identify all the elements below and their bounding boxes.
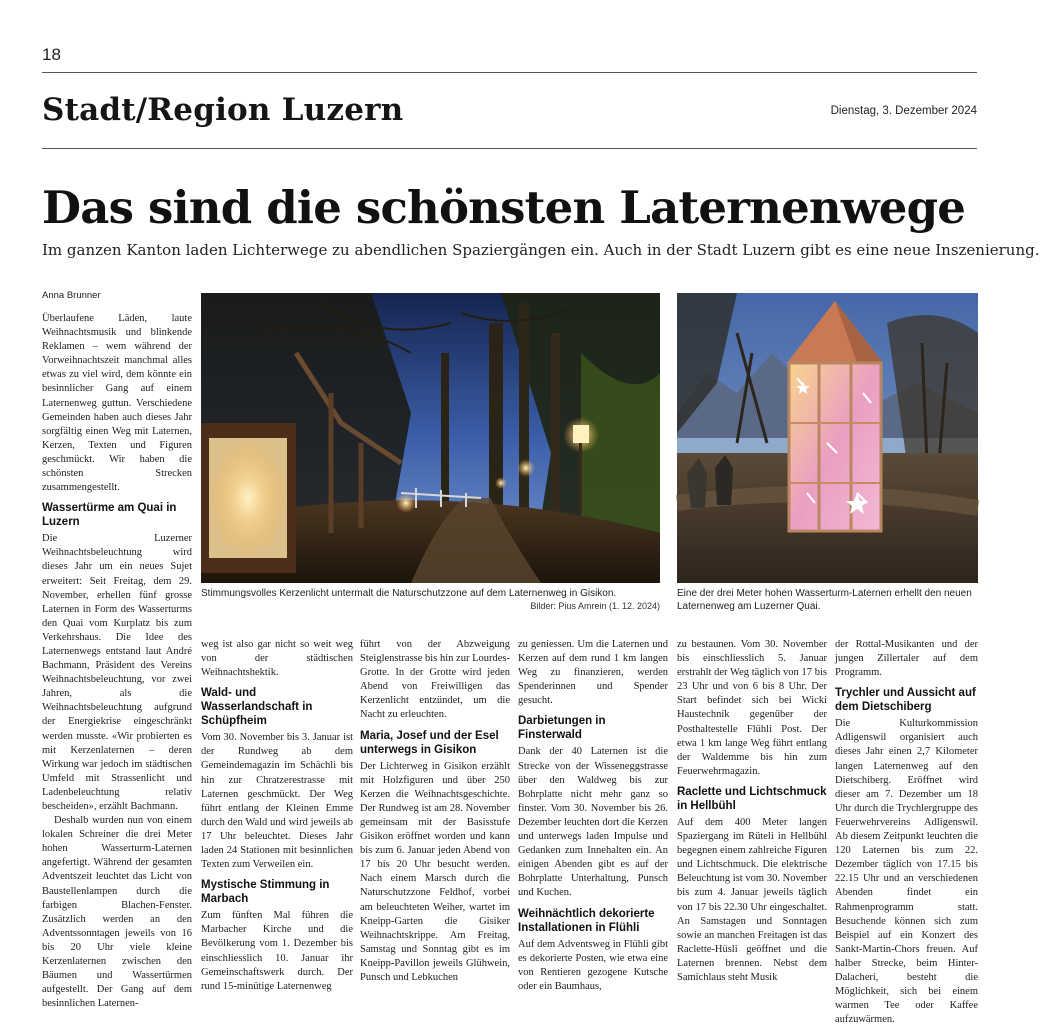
photo-credit: Bilder: Pius Amrein (1. 12. 2024)	[530, 601, 660, 611]
subheading-luzern: Wassertürme am Quai in Luzern	[42, 502, 177, 529]
subheading-marbach: Mystische Stimmung in Marbach	[201, 879, 330, 906]
article-headline: Das sind die schönsten Laternenwege	[42, 181, 966, 234]
subheading-schuepfheim: Wald- und Wasserlandschaft in Schüpfheim	[201, 687, 313, 728]
photo-caption-1: Stimmungsvolles Kerzenlicht untermalt die Naturschutzzone auf dem Laternenweg in Gisikon.	[201, 588, 617, 599]
photo-caption-2: Eine der drei Meter hohen Wasserturm-Laternen erhellt den neuen Laternenweg am Luzerner Quai.	[677, 588, 972, 612]
subheading-dietschiberg: Trychler und Aussicht auf dem Dietschiberg	[835, 687, 976, 714]
paragraph: zu geniessen. Um die Laternen und Kerzen auf dem rund 1 km langen Weg zu finanzieren, werden Spenderinnen und Spender gesucht.	[518, 639, 668, 707]
article-column-6	[835, 638, 978, 1027]
paragraph: Die Luzerner Weihnachtsbeleuchtung wird dieses Jahr um ein neues Sujet erweitert: Seit Freitag, dem 29. November, erhellen fünf grosse Laternen in Form des Wasserturms den Quai vom Kurplatz bis zum Verkehrshaus. Die Idee des Laternenwegs entstand laut André Bachmann, Präsident des Vereins Weihnachtsbeleuchtung, vor zwei Jahren, als die Weihnachtsbeleuchtung aufgrund der Energiekrise eingeschränkt werden musste. «Wir probierten es mit Kerzenlaternen – deren Wirkung war jedoch im städtischen Umfeld mit Strassenlicht und Ladenbeleuchtung relativ bescheiden», erzählt Bachmann.	[42, 533, 192, 812]
article-column-2	[201, 638, 353, 994]
paragraph: Der Lichterweg in Gisikon erzählt mit Holzfiguren und über 250 Kerzen die Weihnachtsgeschichte. Der Rundweg ist am 28. November gemeinsam mit der Basisstufe Gisikon eröffnet worden und kann bis zum 6. Januar jeden Abend von 17 bis 20 Uhr besucht werden. Nach einem Marsch durch die Naturschutzzone Feldhof, vorbei am beleuchteten Weiher, wartet im Kneipp-Garten die Gisiker Weihnachtskrippe. Am Freitag, Samstag und Sonntag gibt es im Kneipp-Pavillon jeweils Glühwein, Punsch und Lebkuchen	[360, 760, 510, 983]
article-column-3	[360, 638, 510, 985]
photo-quai-lantern	[677, 293, 978, 583]
paragraph: Zum fünften Mal führen die Marbacher Kirche und die Bevölkerung vom 1. Dezember bis einschliesslich 10. Januar ihr Gemeinschaftswerk durch. Der rund 15-minütige Laternenweg	[201, 910, 353, 992]
paragraph: Vom 30. November bis 3. Januar ist der Rundweg ab dem Gemeindemagazin im Schächli bis hin zur Chratzerestrasse mit Laternen geschmückt. Der Weg führt entlang der Kleinen Emme durch den Wald und wird jeweils ab 17 Uhr beleuchtet. Dieses Jahr laden 24 Stationen mit besinnlichen Texten zum Verweilen ein.	[201, 732, 353, 871]
paragraph: Dank der 40 Laternen ist die Strecke von der Wisseneggstrasse über den Waldweg bis zur Bohrplatte nicht mehr ganz so finster. Vom 30. November bis 26. Dezember leuchten dort die Kerzen und unterwegs laden Impulse und Gedanken zum Innehalten ein. An einigen Abenden gibt es auf der Bohrplatte Unterhaltung, Punsch und Kuchen.	[518, 746, 668, 899]
intro-paragraph: Überlaufene Läden, laute Weihnachtsmusik und blinkende Reklamen – wem während der Vorweihnachtszeit manchmal alles etwas zu viel wird, dem könnte ein besinnlicher Gang auf einem Laternenweg guttun. Verschiedene Gemeinden haben auch dieses Jahr sorgfältig einen Weg mit Laternen, Kerzen, Texten und Figuren geschmückt. Wir haben die schönsten Strecken zusammengestellt.	[42, 313, 192, 494]
section-rule	[42, 148, 977, 149]
subheading-fluehli: Weihnächtlich dekorierte Installationen in Flühli	[518, 907, 655, 934]
article-standfirst: Im ganzen Kanton laden Lichterwege zu abendlichen Spaziergängen ein. Auch in der Stadt Luzern gibt es eine neue Inszenierung.	[42, 241, 1040, 259]
paragraph: Auf dem 400 Meter langen Spaziergang im Rüteli in Hellbühl begegnen einem zahlreiche Figuren und Lichtschmuck. Die elektrische Beleuchtung ist vom 30. November bis zum 4. Januar jeweils täglich von 17 bis 22.30 Uhr eingeschaltet. An Samstagen und Sonntagen sowie an manchen Freitagen ist das Raclette-Hüsli geöffnet und die Laternen brennen. Nebst dem Samichlaus steht Musik	[677, 816, 827, 983]
article-column-1	[42, 312, 192, 1011]
paragraph: Deshalb wurden nun von einem lokalen Schreiner die drei Meter hohen Wasserturm-Laternen angefertigt. Während der gesamten Adventszeit leuchtet das Licht von Baustellenlampen durch die farbigen Blachen-Fenster. Zusätzlich werden an den Adventssonntagen jeweils von 16 bis 20 Uhr viele kleine Kerzenlaternen zwischen den Bäumen und Wassertürmen aufgestellt. Der Gang auf dem besinnlichen Laternen-	[42, 815, 192, 1010]
subheading-gisikon: Maria, Josef und der Esel unterwegs in Gisikon	[360, 729, 499, 756]
subheading-finsterwald: Darbietungen in Finsterwald	[518, 715, 606, 742]
paragraph: der Rottal-Musikanten und der jungen Zillertaler auf dem Programm.	[835, 639, 978, 679]
author-byline: Anna Brunner	[42, 290, 101, 301]
paragraph: Auf dem Adventsweg in Flühli gibt es dekorierte Posten, wie etwa eine von Rentieren gezogene Kutsche oder ein Baumhaus,	[518, 938, 668, 992]
paragraph: Die Kulturkommission Adligenswil organisiert auch dieses Jahr einen 2,7 Kilometer langen Laternenweg auf den Dietschiberg. Eröffnet wird dieser am 7. Dezember um 18 Uhr durch die Trychlergruppe des Feuerwehrvereins Adligenswil. Ab diesem Zeitpunkt leuchten die 120 Laternen bis zum 22. Dezember täglich von 17.15 bis 22.15 Uhr und an verschiedenen Abenden findet ein Rahmenprogramm statt. Besuchende können sich zum Beispiel auf ein Konzert des Sankt-Martin-Chors freuen. Auf halber Strecke, beim Hinter-Dalacheri, besteht die Möglichkeit, sich bei einem warmen Tee oder Kaffee aufzuwärmen.	[835, 718, 978, 1026]
paragraph: zu bestaunen. Vom 30. November bis einschliesslich 5. Januar erstrahlt der Weg täglich von 17 bis 23 Uhr und von 6 bis 8 Uhr. Der Start befindet sich bei Wicki Haustechnik gegenüber der Posthaltestelle Flühli Post. Der etwa 1 km lange Weg führt entlang der Waldemme bis hin zum Feuerwehrmagazin.	[677, 639, 827, 777]
issue-date: Dienstag, 3. Dezember 2024	[830, 105, 977, 117]
article-column-4	[518, 638, 668, 994]
section-title: Stadt/Region Luzern	[42, 92, 404, 128]
article-column-5	[677, 638, 827, 985]
subheading-hellbuehl: Raclette und Lichtschmuck in Hellbühl	[677, 785, 827, 812]
top-rule	[42, 72, 977, 73]
photo-gisikon-path	[201, 293, 660, 583]
paragraph: weg ist also gar nicht so weit weg von der städtischen Weihnachtshektik.	[201, 639, 353, 679]
page-number: 18	[42, 45, 61, 64]
paragraph: führt von der Abzweigung Steiglenstrasse bis hin zur Lourdes-Grotte. In der Grotte wird jeden Abend von Freiwilligen das Kerzenlicht entzündet, um die Nacht zu erleuchten.	[360, 639, 510, 721]
